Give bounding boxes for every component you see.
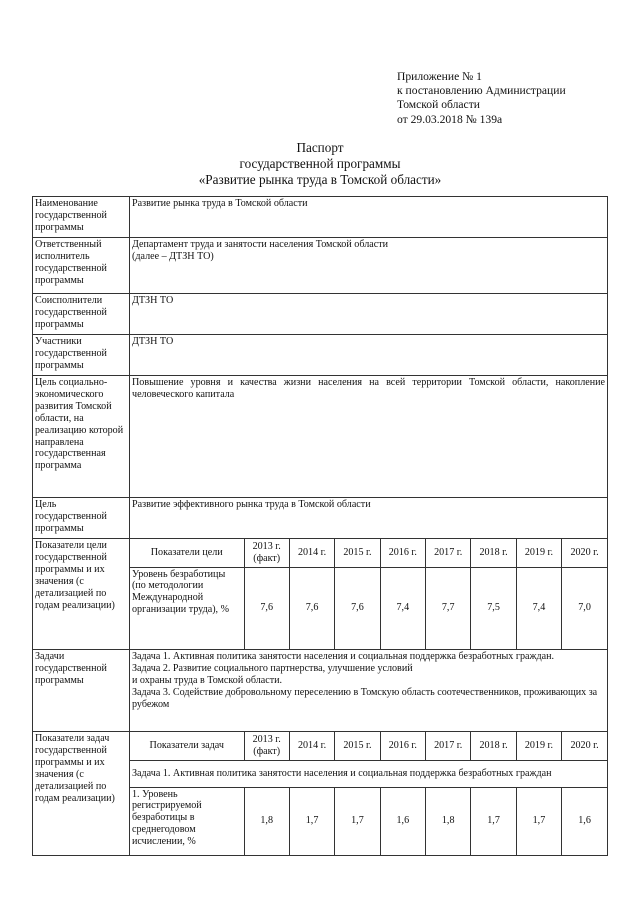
appendix-block <box>397 70 632 127</box>
year-header: 2015 г. <box>335 539 380 567</box>
row-value: Повышение уровня и качества жизни населения на всей территории Томской области, накопление человеческого капитала <box>130 376 608 498</box>
year-header: 2017 г. <box>426 539 471 567</box>
indicator-name: Уровень безработицы (по методологии Международной организации труда), % <box>130 567 244 649</box>
year-header: 2013 г. (факт) <box>244 539 289 567</box>
title-line: государственной программы <box>239 156 401 171</box>
indicator-value: 7,5 <box>471 567 516 649</box>
row-label: Задачи государственной программы <box>33 650 130 732</box>
row-label: Ответственный исполнитель государственной программы <box>33 238 130 294</box>
indicator-value: 1,7 <box>471 787 516 855</box>
indicator-value: 7,4 <box>516 567 561 649</box>
document-title <box>0 140 640 188</box>
indicator-value: 1,6 <box>562 787 607 855</box>
row-value: ДТЗН ТО <box>130 294 608 335</box>
indicators-header-row <box>130 732 607 760</box>
indicator-value: 7,7 <box>426 567 471 649</box>
task-line: Задача 2. Развитие социального партнерства, улучшение условий <box>132 662 413 674</box>
row-socio-goal <box>33 376 608 498</box>
title-line: «Развитие рынка труда в Томской области» <box>198 172 442 187</box>
row-label: Показатели цели государственной программы и их значения (с детализацией по годам реализации) <box>33 539 130 650</box>
row-task-indicators <box>33 732 608 856</box>
task-line: и охраны труда в Томской области. <box>132 674 283 686</box>
title-line: Паспорт <box>296 140 344 155</box>
appendix-line: Приложение № 1 <box>397 70 482 83</box>
indicator-value: 1,8 <box>426 787 471 855</box>
row-value <box>130 650 608 732</box>
year-header: 2018 г. <box>471 539 516 567</box>
year-header: 2015 г. <box>335 732 380 760</box>
year-header: 2014 г. <box>289 732 334 760</box>
year-header: 2019 г. <box>516 539 561 567</box>
indicator-row <box>130 787 607 855</box>
indicator-value: 1,7 <box>289 787 334 855</box>
year-header: 2016 г. <box>380 539 425 567</box>
row-goal <box>33 498 608 539</box>
row-value <box>130 238 608 294</box>
appendix-line: от 29.03.2018 № 139а <box>397 112 503 126</box>
appendix-line: к постановлению Администрации <box>397 84 566 98</box>
row-value: ДТЗН ТО <box>130 335 608 376</box>
value-line: Департамент труда и занятости населения Томской области <box>132 239 389 250</box>
year-header: 2013 г. (факт) <box>244 732 289 760</box>
task-title-row <box>130 760 607 787</box>
row-label: Цель социально-экономического развития Томской области, на реализацию которой направлена государственная программа <box>33 376 130 498</box>
indicator-value: 1,6 <box>380 787 425 855</box>
indicator-header: Показатели цели <box>130 539 244 567</box>
year-header: 2020 г. <box>562 732 607 760</box>
appendix-line: Томской области <box>397 98 480 112</box>
indicator-name: 1. Уровень регистрируемой безработицы в среднегодовом исчислении, % <box>130 787 244 855</box>
row-participants <box>33 335 608 376</box>
year-header: 2014 г. <box>289 539 334 567</box>
year-header: 2019 г. <box>516 732 561 760</box>
row-value: Развитие эффективного рынка труда в Томской области <box>130 498 608 539</box>
indicator-value: 1,7 <box>335 787 380 855</box>
year-header: 2016 г. <box>380 732 425 760</box>
indicator-header: Показатели задач <box>130 732 244 760</box>
row-value: Развитие рынка труда в Томской области <box>130 197 608 238</box>
indicator-value: 7,6 <box>335 567 380 649</box>
task-title: Задача 1. Активная политика занятости населения и социальная поддержка безработных граждан <box>130 760 607 787</box>
row-label: Участники государственной программы <box>33 335 130 376</box>
value-line: (далее – ДТЗН ТО) <box>132 250 214 262</box>
row-executor <box>33 238 608 294</box>
indicator-value: 7,6 <box>244 567 289 649</box>
indicator-value: 7,0 <box>562 567 607 649</box>
row-coexecutors <box>33 294 608 335</box>
row-label: Соисполнители государственной программы <box>33 294 130 335</box>
task-indicators-table <box>130 732 607 855</box>
task-line: Задача 3. Содействие добровольному переселению в Томскую область соотечественников, проживающих за рубежом <box>132 686 598 710</box>
passport-table <box>32 196 608 856</box>
year-header: 2018 г. <box>471 732 516 760</box>
row-tasks <box>33 650 608 732</box>
row-name <box>33 197 608 238</box>
row-label: Показатели задач государственной программы и их значения (с детализацией по годам реализации) <box>33 732 130 856</box>
year-header: 2017 г. <box>426 732 471 760</box>
indicators-header-row <box>130 539 607 567</box>
year-header: 2020 г. <box>562 539 607 567</box>
task-line: Задача 1. Активная политика занятости населения и социальная поддержка безработных граждан. <box>132 651 554 662</box>
row-label: Наименование государственной программы <box>33 197 130 238</box>
indicator-value: 1,7 <box>516 787 561 855</box>
indicator-row <box>130 567 607 649</box>
goal-indicators-table <box>130 539 607 649</box>
row-label: Цель государственной программы <box>33 498 130 539</box>
indicator-value: 7,4 <box>380 567 425 649</box>
goal-indicators-cell <box>130 539 608 650</box>
indicator-value: 7,6 <box>289 567 334 649</box>
row-goal-indicators <box>33 539 608 650</box>
indicator-value: 1,8 <box>244 787 289 855</box>
task-indicators-cell <box>130 732 608 856</box>
